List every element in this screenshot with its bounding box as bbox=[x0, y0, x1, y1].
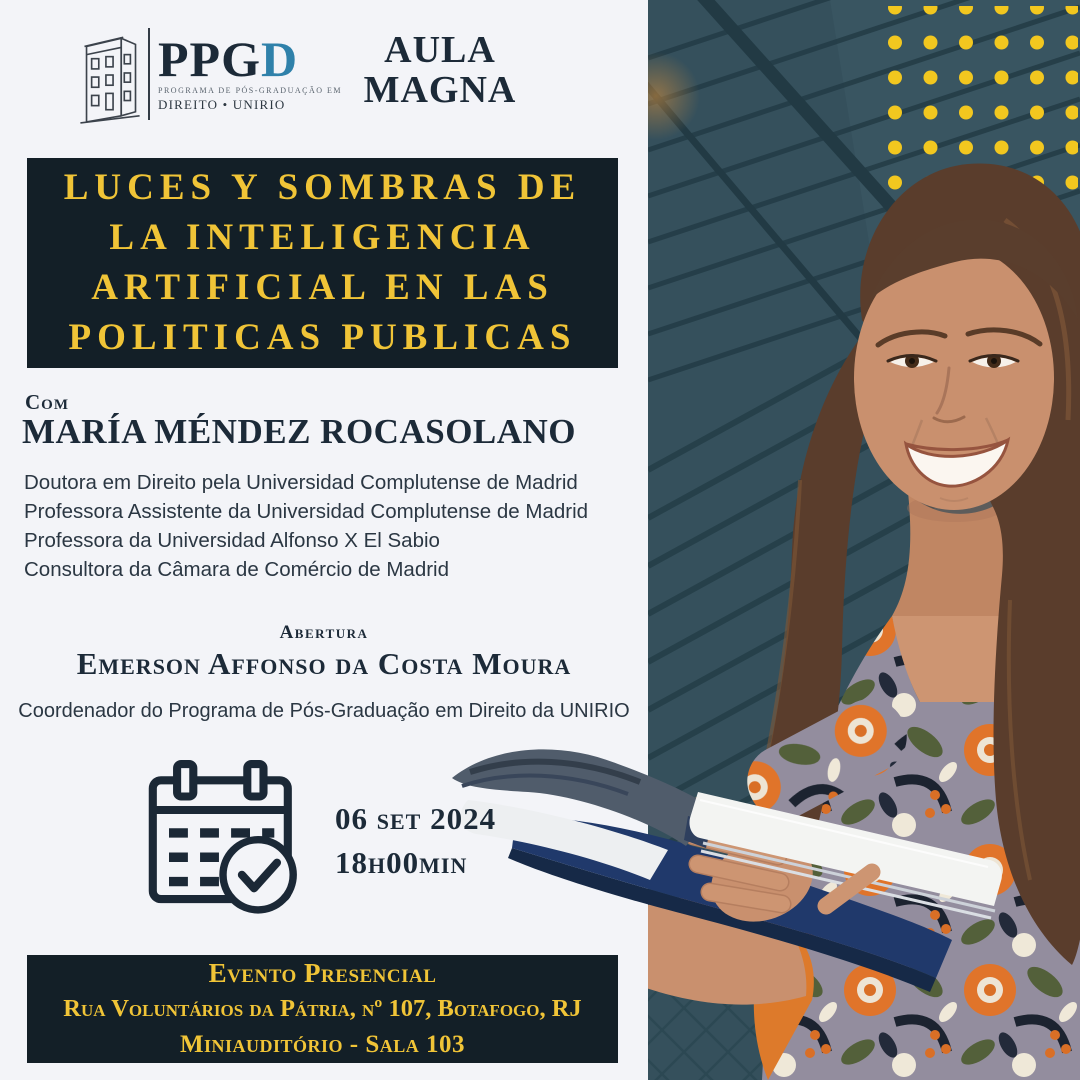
opening-label: Abertura bbox=[279, 622, 369, 643]
event-date: 06 set 2024 bbox=[335, 801, 497, 836]
venue-banner bbox=[27, 955, 618, 1063]
event-type-line1: AULA bbox=[384, 29, 496, 71]
venue-room: Miniauditório - Sala 103 bbox=[179, 1031, 466, 1058]
credential-line: Consultora da Câmara de Comércio de Madrid bbox=[24, 558, 450, 581]
logo-subtitle-program: PROGRAMA DE PÓS-GRADUAÇÃO EM bbox=[158, 86, 343, 95]
credential-line: Professora Assistente da Universidad Complutense de Madrid bbox=[24, 500, 589, 523]
opening-speaker-role: Coordenador do Programa de Pós-Graduação em Direito da UNIRIO bbox=[18, 700, 630, 722]
venue-event-format: Evento Presencial bbox=[208, 958, 437, 988]
credential-line: Professora da Universidad Alfonso X El Sabio bbox=[24, 529, 440, 552]
logo-acronym-main: PPG bbox=[158, 31, 261, 87]
schedule-block bbox=[335, 797, 496, 885]
speaker-credentials bbox=[24, 468, 588, 584]
lecture-title-banner bbox=[27, 158, 618, 368]
venue-address: Rua Voluntários da Pátria, nº 107, Botafogo, RJ bbox=[63, 995, 582, 1022]
ppgd-building-icon bbox=[76, 24, 144, 124]
opening-speaker-name: Emerson Affonso da Costa Moura bbox=[76, 646, 572, 681]
lecture-title-line: LUCES Y SOMBRAS DE bbox=[63, 167, 582, 208]
event-type-heading bbox=[340, 30, 540, 110]
logo-acronym bbox=[158, 31, 342, 87]
lecture-title-line: POLITICAS PUBLICAS bbox=[68, 317, 577, 358]
calendar-check-icon bbox=[142, 756, 304, 918]
speaker-intro-label: Com bbox=[25, 390, 69, 414]
event-time: 18h00min bbox=[335, 845, 468, 880]
ppgd-logo bbox=[76, 24, 342, 124]
logo-acronym-accent: D bbox=[260, 31, 299, 87]
speaker-name: MARÍA MÉNDEZ ROCASOLANO bbox=[22, 412, 577, 451]
event-type-line2: MAGNA bbox=[363, 69, 517, 111]
lecture-title-line: ARTIFICIAL EN LAS bbox=[91, 267, 554, 308]
credential-line: Doutora em Direito pela Universidad Complutense de Madrid bbox=[24, 471, 578, 494]
logo-text bbox=[158, 31, 343, 113]
lecture-title-line: LA INTELIGENCIA bbox=[109, 217, 536, 258]
logo-subtitle-direito-unirio: DIREITO • UNIRIO bbox=[158, 97, 286, 112]
logo-divider bbox=[148, 28, 150, 120]
